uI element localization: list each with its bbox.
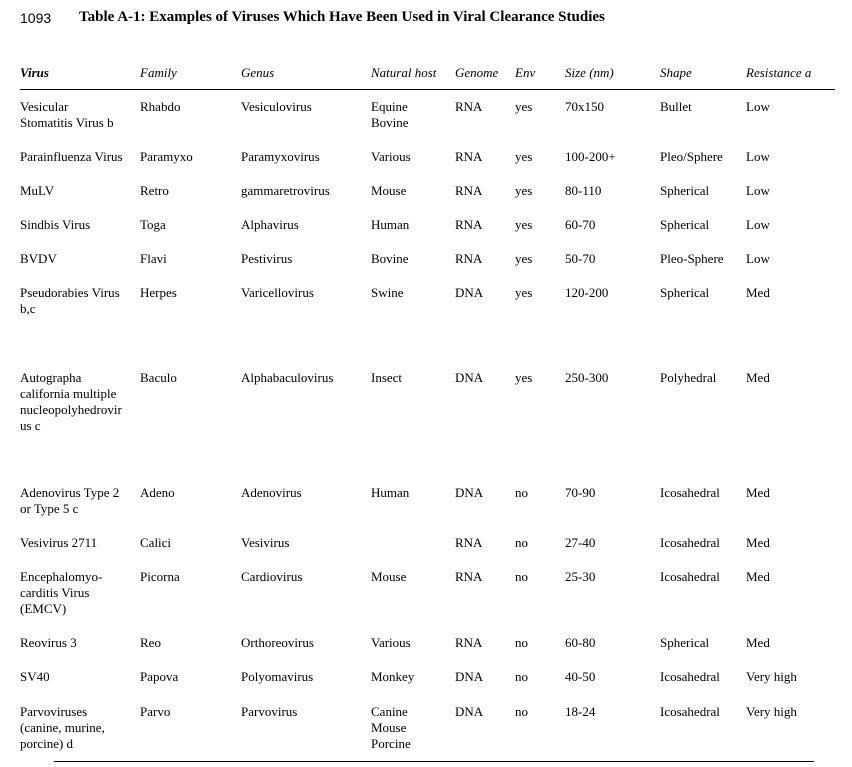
cell-genome: RNA xyxy=(455,535,483,550)
column-header-resistance: Resistance a xyxy=(746,65,812,80)
cell-env: yes xyxy=(515,217,533,232)
cell-size: 50-70 xyxy=(565,251,596,266)
cell-env: no xyxy=(515,569,528,584)
cell-genus: Adenovirus xyxy=(241,485,302,500)
cell-genus: Alphabaculovirus xyxy=(241,370,334,385)
cell-genome: RNA xyxy=(455,569,483,584)
cell-natural-host: Swine xyxy=(371,285,404,300)
cell-shape: Bullet xyxy=(660,99,692,114)
cell-family: Parvo xyxy=(140,704,171,719)
cell-env: yes xyxy=(515,285,533,300)
cell-family: Herpes xyxy=(140,285,177,300)
cell-genome: DNA xyxy=(455,370,484,385)
cell-genus: Parvovirus xyxy=(241,704,298,719)
cell-resistance: Low xyxy=(746,99,770,114)
cell-genus: Polyomavirus xyxy=(241,669,314,684)
cell-natural-host: Mouse xyxy=(371,183,407,198)
cell-env: yes xyxy=(515,149,533,164)
cell-shape: Spherical xyxy=(660,635,710,650)
cell-virus: Parvoviruses (canine, murine, porcine) d xyxy=(20,704,105,751)
cell-resistance: Med xyxy=(746,635,770,650)
cell-shape: Polyhedral xyxy=(660,370,717,385)
cell-env: yes xyxy=(515,370,533,385)
cell-family: Picorna xyxy=(140,569,180,584)
cell-genus: Cardiovirus xyxy=(241,569,303,584)
cell-resistance: Very high xyxy=(746,669,797,684)
cell-virus: Sindbis Virus xyxy=(20,217,91,232)
cell-natural-host: Insect xyxy=(371,370,403,385)
cell-family: Rhabdo xyxy=(140,99,181,114)
cell-natural-host: Canine Mouse Porcine xyxy=(371,704,411,751)
cell-genome: DNA xyxy=(455,669,484,684)
cell-family: Baculo xyxy=(140,370,177,385)
cell-size: 70x150 xyxy=(565,99,604,114)
cell-family: Paramyxo xyxy=(140,149,193,164)
column-header-env: Env xyxy=(515,65,536,80)
page-number: 1093 xyxy=(20,10,52,26)
cell-family: Calici xyxy=(140,535,172,550)
cell-shape: Pleo-Sphere xyxy=(660,251,724,266)
cell-natural-host: Monkey xyxy=(371,669,415,684)
cell-shape: Icosahedral xyxy=(660,569,720,584)
cell-size: 27-40 xyxy=(565,535,596,550)
cell-resistance: Very high xyxy=(746,704,797,719)
cell-shape: Spherical xyxy=(660,285,710,300)
cell-virus: Parainfluenza Virus xyxy=(20,149,123,164)
cell-genus: Pestivirus xyxy=(241,251,293,266)
column-header-family: Family xyxy=(140,65,177,80)
cell-genus: Vesiculovirus xyxy=(241,99,312,114)
cell-resistance: Low xyxy=(746,149,770,164)
cell-env: yes xyxy=(515,183,533,198)
cell-genome: RNA xyxy=(455,251,483,266)
cell-size: 80-110 xyxy=(565,183,602,198)
cell-env: no xyxy=(515,485,528,500)
cell-size: 60-80 xyxy=(565,635,596,650)
cell-shape: Icosahedral xyxy=(660,535,720,550)
cell-env: no xyxy=(515,635,528,650)
cell-virus: Autographa california multiple nucleopolyhedrovir us c xyxy=(20,370,122,433)
column-header-virus: Virus xyxy=(20,65,49,80)
cell-genome: DNA xyxy=(455,704,484,719)
cell-resistance: Low xyxy=(746,251,770,266)
cell-genome: RNA xyxy=(455,183,483,198)
column-header-size: Size (nm) xyxy=(565,65,614,80)
cell-genome: RNA xyxy=(455,635,483,650)
column-header-shape: Shape xyxy=(660,65,692,80)
cell-size: 250-300 xyxy=(565,370,609,385)
cell-natural-host: Mouse xyxy=(371,569,407,584)
cell-shape: Icosahedral xyxy=(660,669,720,684)
header-rule xyxy=(20,89,835,90)
cell-size: 100-200+ xyxy=(565,149,616,164)
cell-family: Reo xyxy=(140,635,161,650)
cell-natural-host: Human xyxy=(371,217,410,232)
cell-natural-host: Various xyxy=(371,635,411,650)
column-header-genus: Genus xyxy=(241,65,275,80)
cell-resistance: Med xyxy=(746,285,770,300)
cell-family: Retro xyxy=(140,183,169,198)
cell-size: 18-24 xyxy=(565,704,596,719)
cell-natural-host: Equine Bovine xyxy=(371,99,409,130)
cell-env: no xyxy=(515,669,528,684)
cell-natural-host: Various xyxy=(371,149,411,164)
cell-size: 70-90 xyxy=(565,485,596,500)
column-header-natural-host: Natural host xyxy=(371,65,437,80)
cell-genus: gammaretrovirus xyxy=(241,183,330,198)
cell-virus: SV40 xyxy=(20,669,50,684)
cell-genus: Paramyxovirus xyxy=(241,149,320,164)
cell-virus: BVDV xyxy=(20,251,57,266)
cell-genus: Varicellovirus xyxy=(241,285,314,300)
cell-size: 60-70 xyxy=(565,217,596,232)
cell-genus: Orthoreovirus xyxy=(241,635,314,650)
cell-family: Papova xyxy=(140,669,179,684)
cell-shape: Icosahedral xyxy=(660,704,720,719)
cell-resistance: Low xyxy=(746,217,770,232)
cell-virus: Reovirus 3 xyxy=(20,635,77,650)
cell-virus: Vesivirus 2711 xyxy=(20,535,98,550)
cell-shape: Spherical xyxy=(660,183,710,198)
cell-virus: MuLV xyxy=(20,183,55,198)
cell-shape: Pleo/Sphere xyxy=(660,149,723,164)
cell-size: 25-30 xyxy=(565,569,596,584)
cell-shape: Spherical xyxy=(660,217,710,232)
column-header-genome: Genome xyxy=(455,65,499,80)
cell-genome: DNA xyxy=(455,285,484,300)
cell-resistance: Med xyxy=(746,370,770,385)
cell-env: yes xyxy=(515,251,533,266)
cell-env: no xyxy=(515,535,528,550)
cell-family: Toga xyxy=(140,217,166,232)
cell-env: no xyxy=(515,704,528,719)
cell-genome: DNA xyxy=(455,485,484,500)
cell-virus: Adenovirus Type 2 or Type 5 c xyxy=(20,485,120,516)
cell-natural-host: Bovine xyxy=(371,251,409,266)
cell-virus: Encephalomyo- carditis Virus (EMCV) xyxy=(20,569,103,616)
cell-natural-host: Human xyxy=(371,485,410,500)
cell-env: yes xyxy=(515,99,533,114)
cell-virus: Vesicular Stomatitis Virus b xyxy=(20,99,114,130)
cell-genome: RNA xyxy=(455,99,483,114)
cell-family: Flavi xyxy=(140,251,167,266)
cell-resistance: Med xyxy=(746,569,770,584)
cell-resistance: Med xyxy=(746,485,770,500)
cell-genus: Alphavirus xyxy=(241,217,299,232)
cell-genus: Vesivirus xyxy=(241,535,290,550)
cell-resistance: Med xyxy=(746,535,770,550)
cell-genome: RNA xyxy=(455,149,483,164)
cell-size: 120-200 xyxy=(565,285,609,300)
cell-genome: RNA xyxy=(455,217,483,232)
bottom-rule xyxy=(54,761,814,762)
cell-size: 40-50 xyxy=(565,669,596,684)
table-title: Table A-1: Examples of Viruses Which Have Been Used in Viral Clearance Studies xyxy=(79,9,605,25)
cell-resistance: Low xyxy=(746,183,770,198)
cell-virus: Pseudorabies Virus b,c xyxy=(20,285,120,316)
cell-family: Adeno xyxy=(140,485,175,500)
cell-shape: Icosahedral xyxy=(660,485,720,500)
